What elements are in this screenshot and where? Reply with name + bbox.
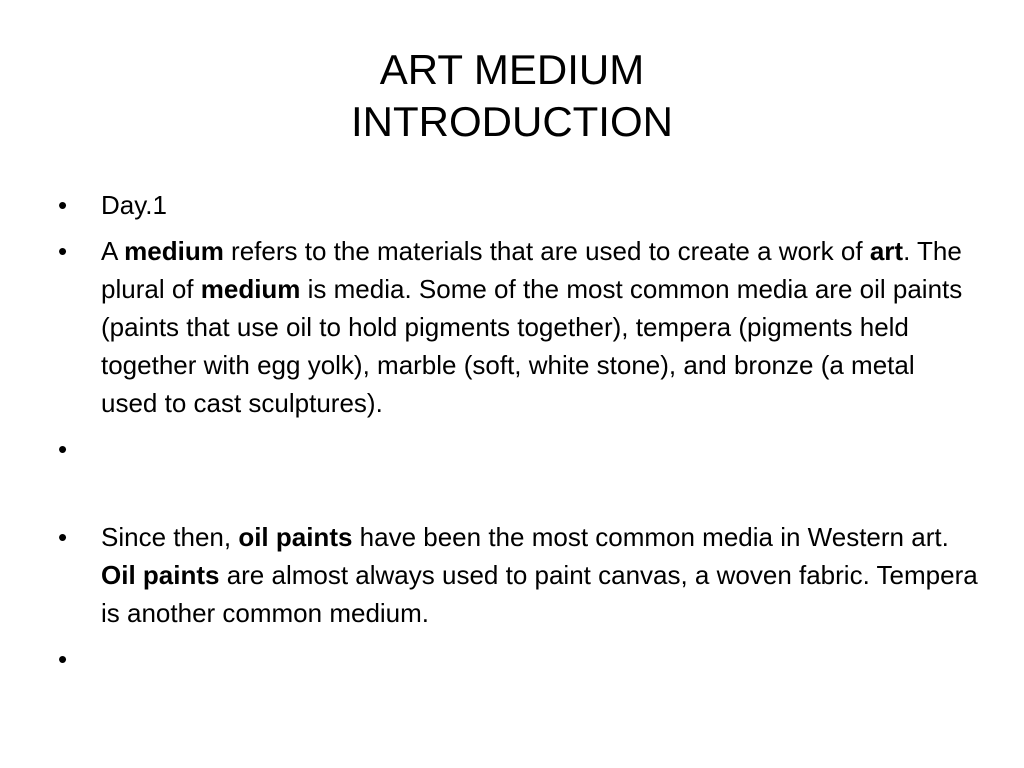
bold-term-medium: medium xyxy=(124,236,224,266)
bold-term-oil-paints: oil paints xyxy=(238,522,353,552)
bullet-icon: • xyxy=(58,236,68,266)
bullet-text: A medium refers to the materials that are used to create a work of art. The plural of medium is media. Some of the most common media are oil paints (paints that use oil to hold pigments together), tempera (pigments held together with egg yolk), marble (soft, white stone), and bronze (a metal used to cast sculptures). xyxy=(101,236,963,418)
bold-term-oil-paints: Oil paints xyxy=(101,560,220,590)
bullet-icon: • xyxy=(58,190,68,220)
bullet-item-medium-definition xyxy=(58,232,978,422)
bullet-icon: • xyxy=(58,644,68,674)
slide-title xyxy=(0,44,1024,148)
bullet-item-oil-paints xyxy=(58,518,978,632)
bold-term-art: art xyxy=(869,236,904,266)
title-line-1: ART MEDIUM xyxy=(379,46,645,93)
bullet-item-day xyxy=(58,186,978,224)
bold-term-medium: medium xyxy=(200,274,301,304)
bullet-text: Day.1 xyxy=(101,190,167,220)
bullet-icon: • xyxy=(58,522,68,552)
bullet-text: Since then, oil paints have been the most common media in Western art. Oil paints are almost always used to paint canvas, a woven fabric. Tempera is another common medium. xyxy=(101,522,978,628)
bullet-icon: • xyxy=(58,434,68,464)
bullet-item-empty xyxy=(58,430,978,468)
bullet-list xyxy=(58,186,978,686)
title-line-2: INTRODUCTION xyxy=(351,98,673,145)
bullet-item-empty xyxy=(58,640,978,678)
